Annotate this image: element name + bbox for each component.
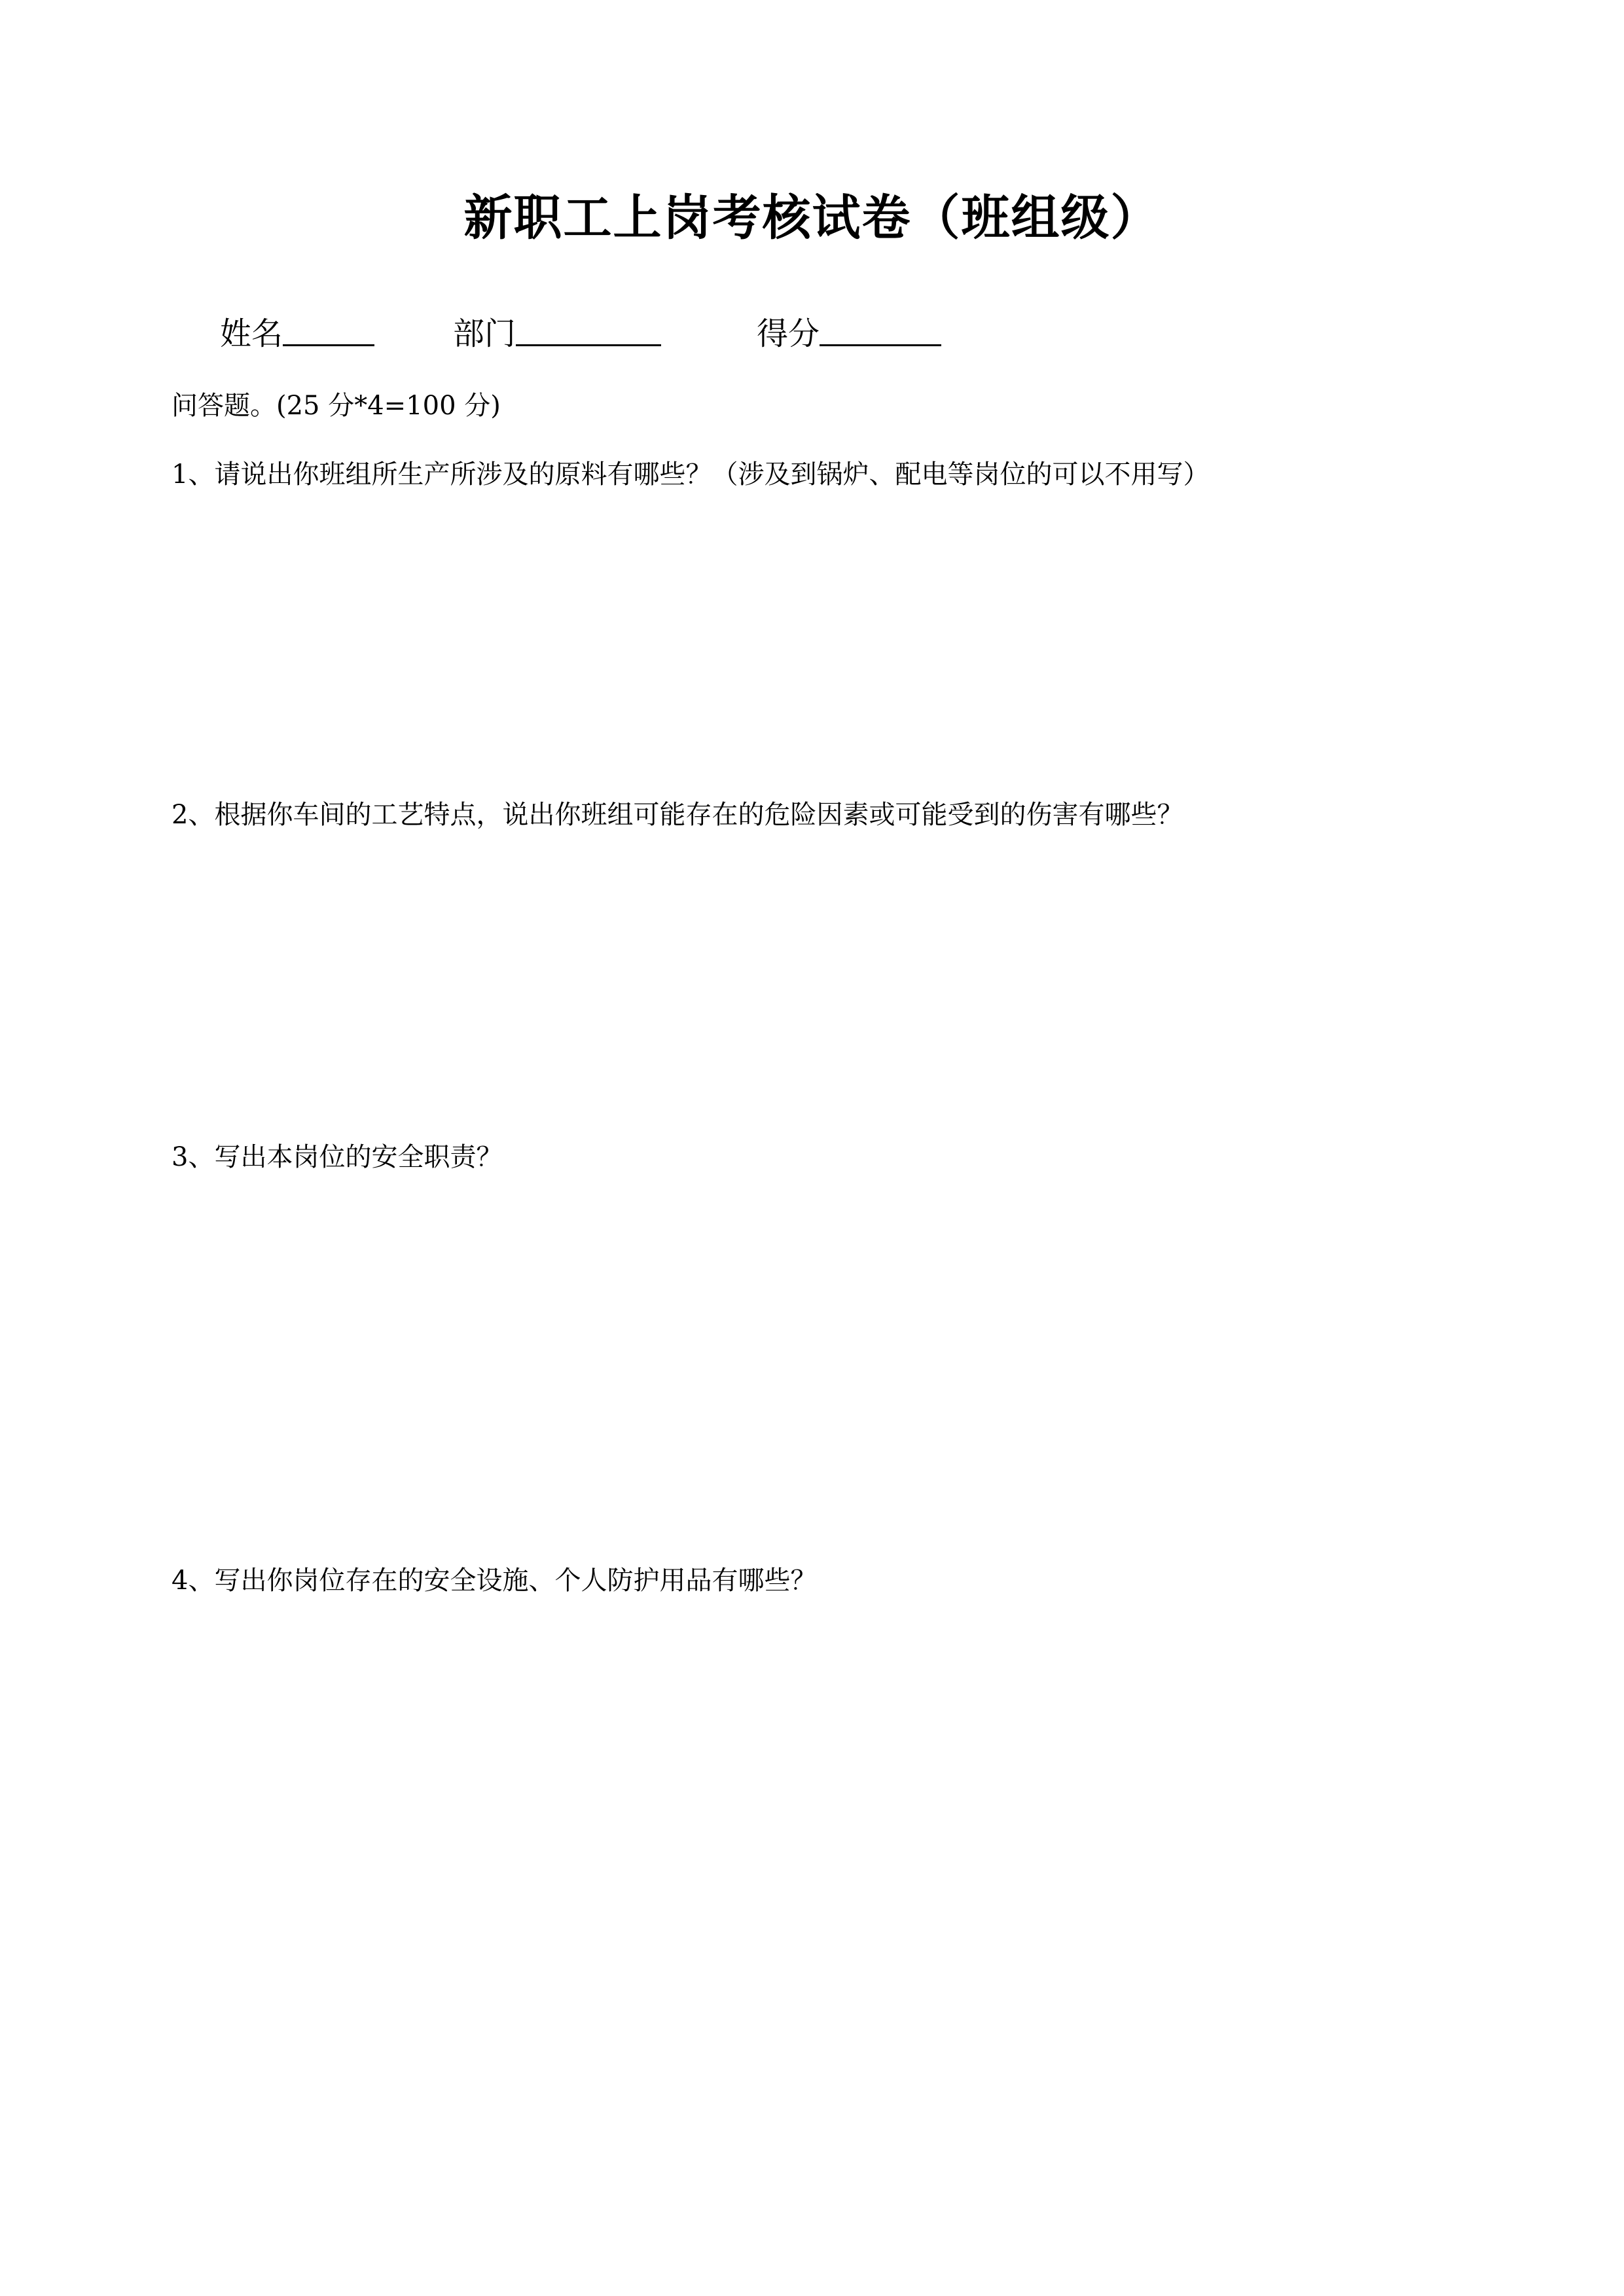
page-title: 新职工上岗考核试卷（班组级） xyxy=(463,190,1161,246)
department-label: 部门 xyxy=(453,315,516,352)
score-field xyxy=(757,308,941,360)
section-instruction: 问答题。(25 分*4=100 分) xyxy=(171,391,501,421)
name-blank[interactable] xyxy=(283,308,374,346)
question-2: 2、根据你车间的工艺特点，说出你班组可能存在的危险因素或可能受到的伤害有哪些？ xyxy=(171,800,1183,830)
question-3: 3、写出本岗位的安全职责？ xyxy=(171,1142,503,1172)
question-1: 1、请说出你班组所生产所涉及的原料有哪些？（涉及到锅炉、配电等岗位的可以不用写） xyxy=(171,459,1210,490)
score-label: 得分 xyxy=(757,315,820,352)
answer-area-3[interactable] xyxy=(171,1185,1454,1545)
answer-area-2[interactable] xyxy=(171,844,1454,1126)
department-blank[interactable] xyxy=(516,308,661,346)
exam-header-fields xyxy=(0,308,1624,360)
answer-area-1[interactable] xyxy=(171,504,1454,779)
score-blank[interactable] xyxy=(820,308,941,346)
answer-area-4[interactable] xyxy=(171,1610,1454,2199)
name-label: 姓名 xyxy=(220,315,283,352)
question-4: 4、写出你岗位存在的安全设施、个人防护用品有哪些？ xyxy=(171,1566,817,1596)
name-field xyxy=(220,308,374,360)
department-field xyxy=(453,308,661,360)
